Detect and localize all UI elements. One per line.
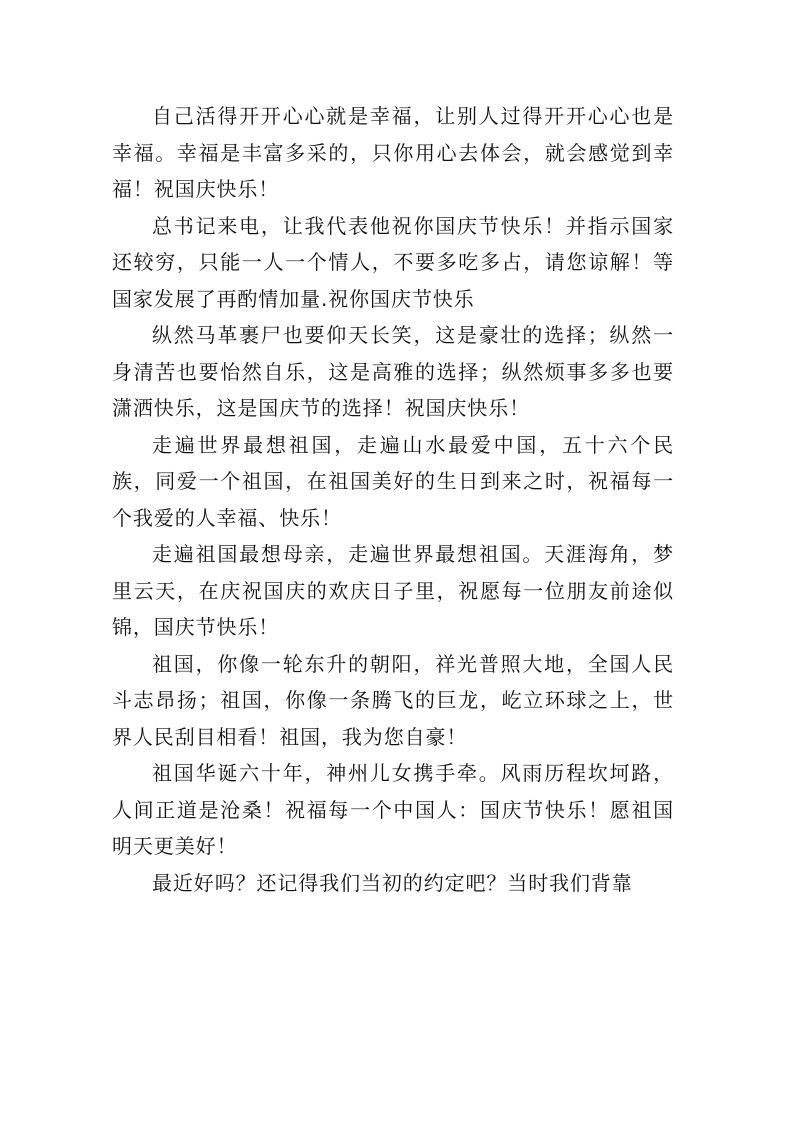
paragraph-6: 祖国，你像一轮东升的朝阳，祥光普照大地，全国人民斗志昂扬；祖国，你像一条腾飞的巨龙，屹立环球之上，世界人民刮目相看！祖国，我为您自豪！ [112,651,674,749]
paragraph-7: 祖国华诞六十年，神州儿女携手牵。风雨历程坎坷路，人间正道是沧桑！祝福每一个中国人：国庆节快乐！愿祖国明天更美好！ [112,761,674,858]
paragraph-3: 纵然马革裹尸也要仰天长笑，这是豪壮的选择；纵然一身清苦也要怡然自乐，这是高雅的选择；纵然烦事多多也要潇洒快乐，这是国庆节的选择！祝国庆快乐！ [112,323,674,420]
document-body [112,98,674,901]
paragraph-2: 总书记来电，让我代表他祝你国庆节快乐！并指示国家还较穷，只能一人一个情人，不要多吃多占，请您谅解！等国家发展了再酌情加量.祝你国庆节快乐 [112,213,674,311]
paragraph-4: 走遍世界最想祖国，走遍山水最爱中国，五十六个民族，同爱一个祖国，在祖国美好的生日到来之时，祝福每一个我爱的人幸福、快乐！ [112,432,674,530]
paragraph-8: 最近好吗？还记得我们当初的约定吧？当时我们背靠 [152,870,633,895]
paragraph-1: 自己活得开开心心就是幸福，让别人过得开开心心也是幸福。幸福是丰富多采的，只你用心去体会，就会感觉到幸福！祝国庆快乐！ [112,104,674,201]
paragraph-5: 走遍祖国最想母亲，走遍世界最想祖国。天涯海角，梦里云天，在庆祝国庆的欢庆日子里，祝愿每一位朋友前途似锦，国庆节快乐！ [112,542,674,639]
